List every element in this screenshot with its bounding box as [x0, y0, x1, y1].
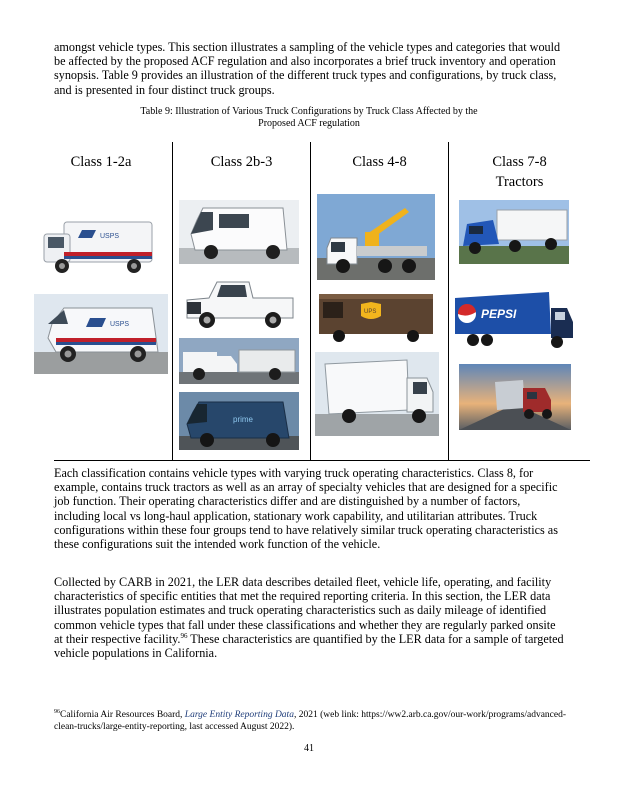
column-title-class-7-8	[449, 152, 590, 192]
column-class-4-8	[311, 142, 448, 460]
figure-bottom-rule	[54, 460, 590, 461]
table-caption-line-2: Proposed ACF regulation	[258, 118, 360, 129]
usps-llv-truck-photo	[34, 214, 164, 280]
footnote-reference-96[interactable]: 96	[180, 631, 188, 640]
white-pickup-truck-photo	[179, 270, 299, 334]
intro-paragraph: amongst vehicle types. This section illustrates a sampling of the vehicle types and categories that would be affected by the proposed ACF regulation and also incorporates a brief truck inventory and operation synopsis. Table 9 provides an illustration of the different truck types and configurations, by truck class, and is presented in four distinct truck groups.	[54, 40, 561, 97]
footnote-96	[54, 707, 574, 733]
blue-tractor-trailer-photo	[459, 200, 569, 264]
highway-tractor-trailer-photo	[459, 364, 571, 430]
column-title-class-7-8-line-1: Class 7-8	[492, 154, 547, 170]
footnote-source-link[interactable]: Large Entity Reporting Data	[184, 710, 294, 721]
ups-step-van-photo	[313, 288, 439, 344]
pepsi-tractor-trailer-photo	[453, 288, 577, 358]
utility-service-truck-photo	[179, 338, 299, 384]
truck-class-figure	[30, 142, 590, 460]
table-caption-line-1: Table 9: Illustration of Various Truck Configurations by Truck Class Affected by the	[140, 106, 478, 117]
page-number: 41	[304, 743, 314, 754]
amazon-delivery-van-photo	[179, 392, 299, 450]
ler-paragraph-text-end: These characteristics are quantified by the LER data for a sample of targeted vehicle populations in California.	[54, 631, 564, 661]
column-title-class-2b-3: Class 2b-3	[210, 154, 273, 170]
crane-truck-photo	[317, 194, 435, 280]
classification-paragraph: Each classification contains vehicle types with varying truck operating characteristics. Class 8, for example, contains truck tractors as well as an array of specialty vehicles that are designed for a specific job function. Their operating characteristics differ and are distinguished by a number of factors, including local vs long-haul application, stationary work capability, and utilitarian attributes. Truck configurations within these four groups tend to have relatively similar truck operating characteristics as these configurations suit the intended work function of the vehicle.	[54, 466, 558, 552]
column-class-2b-3	[173, 142, 310, 460]
ups-label: UPS	[364, 309, 377, 315]
pepsi-label: PEPSI	[481, 307, 517, 321]
footnote-marker: 96	[54, 709, 60, 715]
column-title-tractors: Tractors	[495, 174, 544, 190]
column-class-1-2a	[30, 142, 172, 460]
column-title-class-4-8: Class 4-8	[352, 154, 407, 170]
amazon-label: prime	[233, 415, 254, 424]
column-class-7-8-tractors	[449, 142, 590, 460]
footnote-text-end: , 2021 (web link: https://ww2.arb.ca.gov/our-work/programs/advanced-clean-trucks/large-entity-reporting, last accessed August 2022).	[54, 710, 567, 732]
ler-data-paragraph	[54, 575, 564, 660]
usps-promaster-van-photo	[34, 294, 168, 374]
usps-label-1: USPS	[100, 233, 120, 240]
table-caption	[54, 106, 564, 130]
usps-label-2: USPS	[110, 321, 130, 328]
white-transit-van-photo	[179, 200, 299, 264]
column-title-class-1-2a: Class 1-2a	[70, 154, 132, 170]
footnote-text-start: California Air Resources Board,	[60, 710, 185, 721]
ler-paragraph-text-start: Collected by CARB in 2021, the LER data describes detailed fleet, vehicle life, operating, and facility characteristics of specific entities that met the required reporting criteria. In this section, the LER data illustrates population estimates and truck operating characteristics such as daily mileage of identified common vehicle types that fall under these classifications and whether they are regularly parked onsite at their respective facility.	[54, 575, 556, 646]
white-box-truck-photo	[315, 352, 439, 436]
